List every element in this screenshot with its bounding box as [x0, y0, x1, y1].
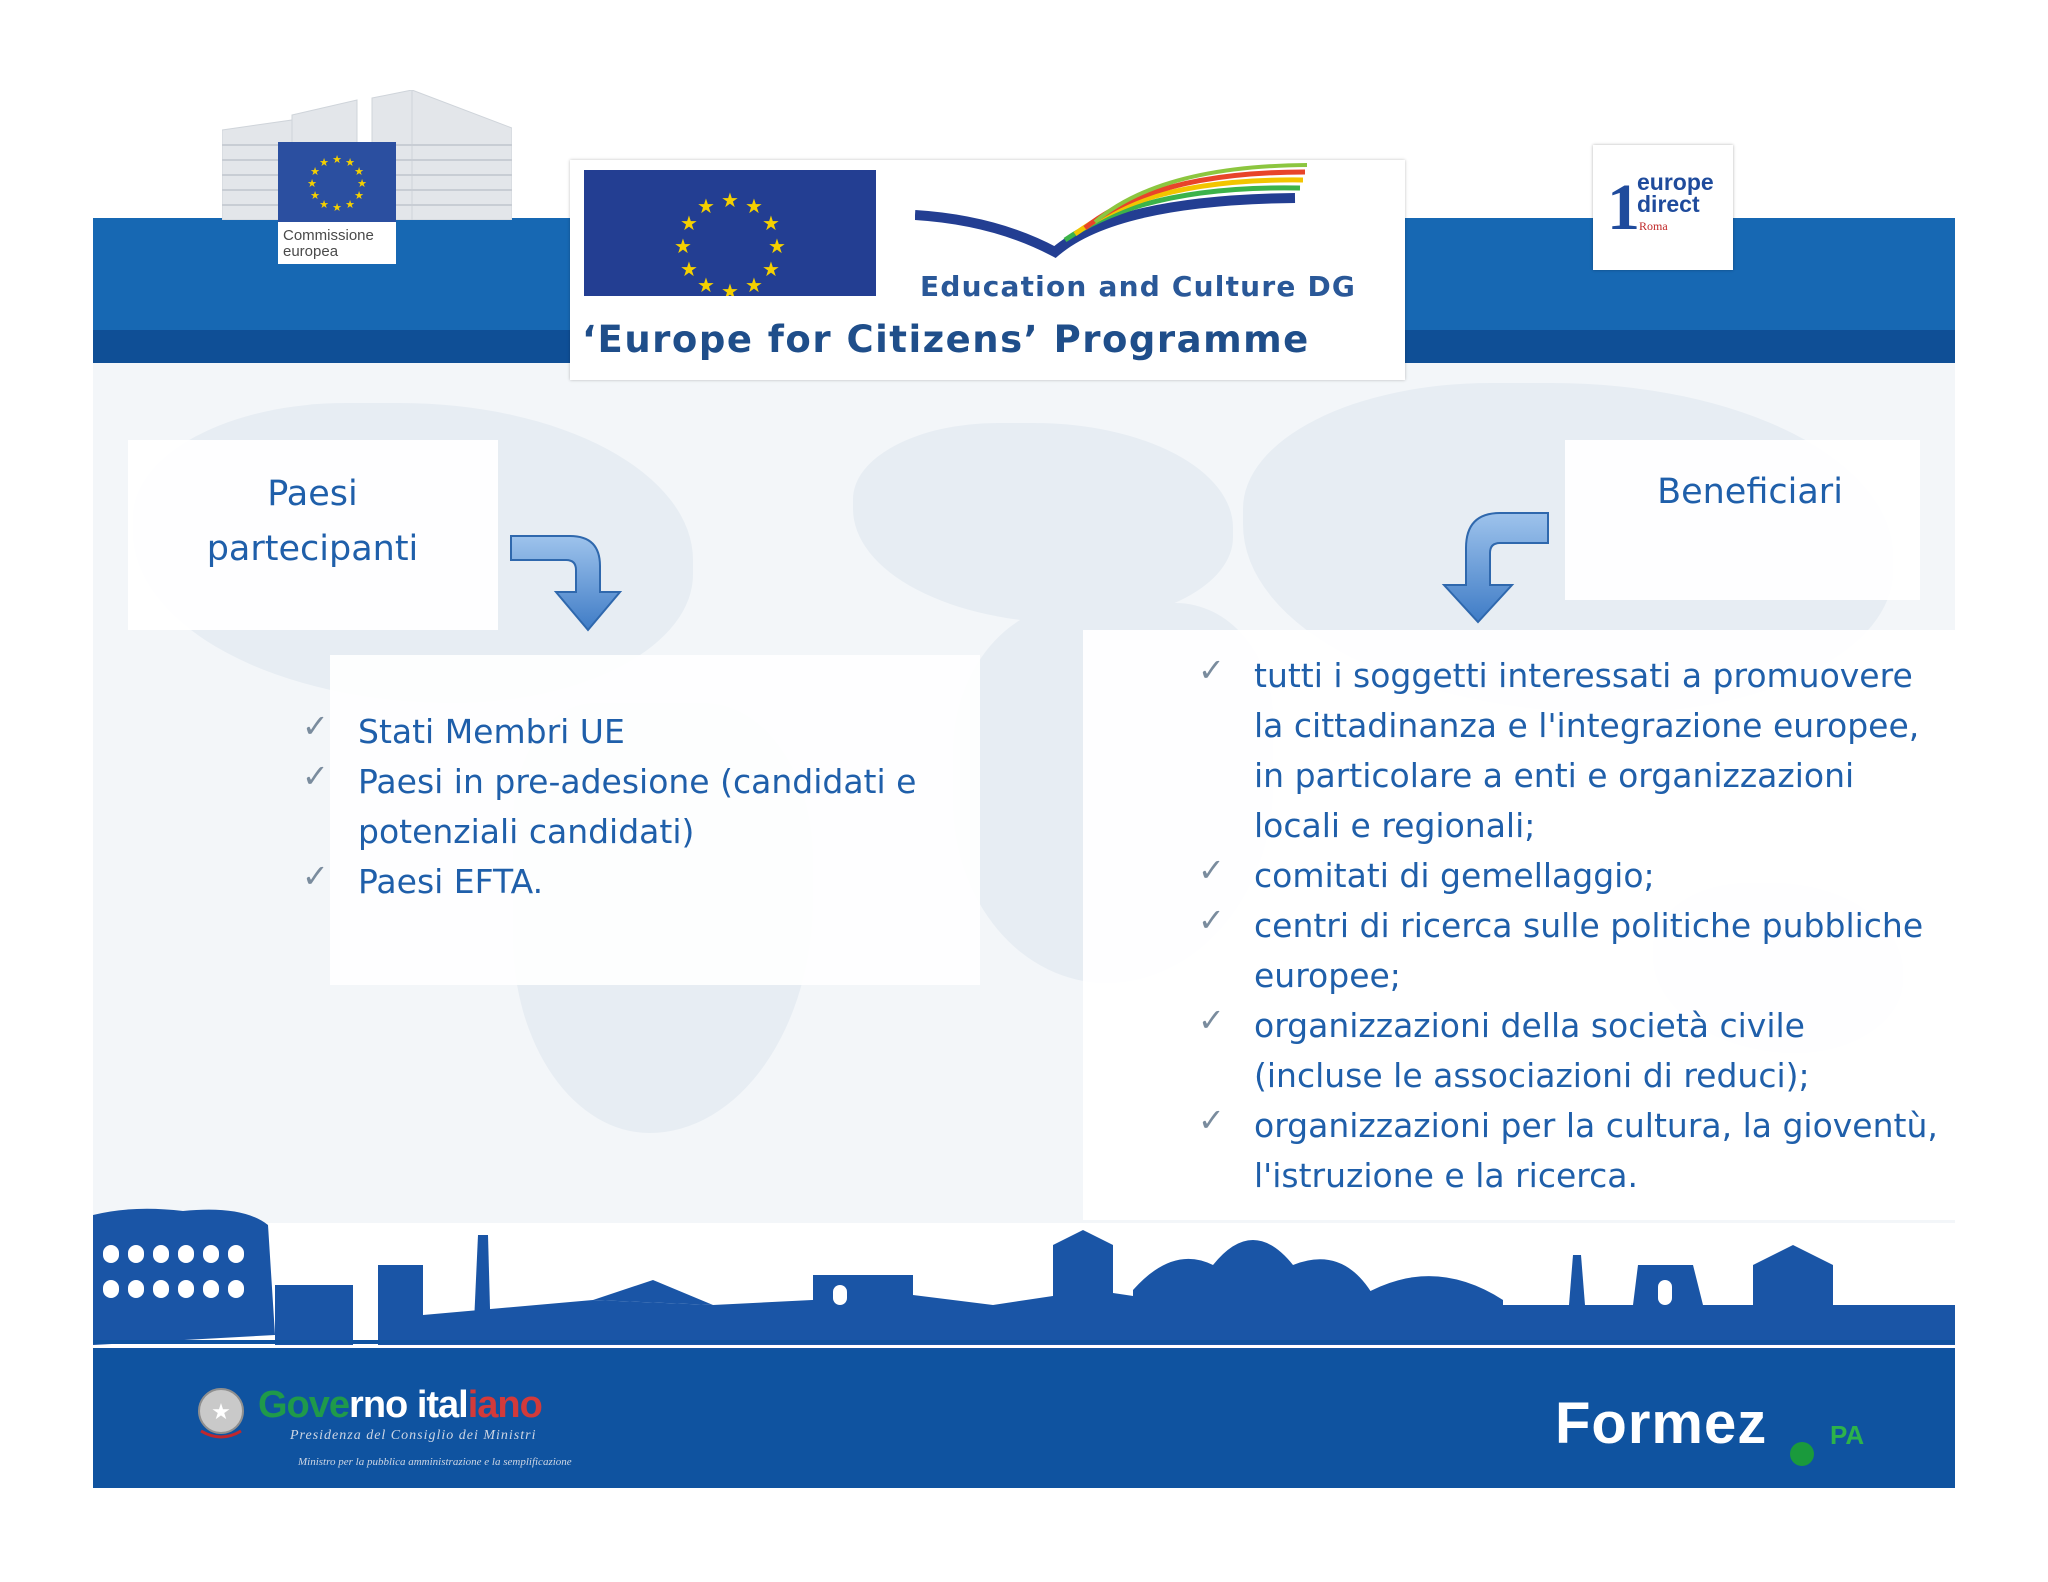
svg-text:★: ★: [319, 198, 329, 211]
right-heading-panel: [1565, 440, 1920, 600]
check-icon: ✓: [302, 857, 329, 895]
svg-text:★: ★: [680, 257, 698, 281]
rome-skyline-illustration: [93, 1205, 1955, 1345]
check-icon: ✓: [1198, 901, 1225, 939]
formez-pa-suffix: PA: [1830, 1420, 1865, 1450]
right-heading: Beneficiari: [1657, 472, 1843, 512]
list-item: ✓ tutti i soggetti interessati a promuovere la cittadinanza e l'integrazione europee, in particolare a enti e organizzazioni locali e regionali;: [1198, 651, 1938, 851]
svg-text:★: ★: [310, 165, 320, 178]
list-item: ✓ Stati Membri UE: [302, 707, 962, 757]
curved-arrow-icon: [1440, 510, 1560, 625]
svg-text:★: ★: [345, 156, 355, 169]
list-item: ✓ organizzazioni della società civile (incluse le associazioni di reduci);: [1198, 1001, 1938, 1101]
emblem-icon: [195, 1385, 247, 1441]
svg-text:★: ★: [745, 273, 763, 296]
eu-flag-icon: [278, 142, 396, 222]
check-icon: ✓: [302, 707, 329, 745]
svg-text:★: ★: [319, 156, 329, 169]
footer-divider: [93, 1340, 1955, 1344]
svg-text:★: ★: [768, 234, 786, 258]
eu-flag-icon: [584, 170, 876, 296]
europe-direct-mark-icon: 1: [1607, 171, 1640, 244]
programme-title: ‘Europe for Citizens’ Programme: [582, 318, 1310, 361]
svg-text:★: ★: [762, 211, 780, 235]
list-item: ✓ organizzazioni per la cultura, la gioventù, l'istruzione e la ricerca.: [1198, 1101, 1938, 1201]
commission-label: Commissione europea: [283, 227, 374, 260]
list-item: ✓ Paesi EFTA.: [302, 857, 962, 907]
svg-text:★: ★: [762, 257, 780, 281]
list-item: ✓ centri di ricerca sulle politiche pubbliche europee;: [1198, 901, 1938, 1001]
svg-text:★: ★: [745, 194, 763, 218]
check-icon: ✓: [1198, 1001, 1225, 1039]
commissione-europea-logo: [222, 90, 512, 265]
europe-direct-line1: europe: [1637, 169, 1714, 195]
svg-text:★: ★: [680, 211, 698, 235]
commission-label-box: [278, 222, 396, 264]
svg-text:★: ★: [354, 189, 364, 202]
right-list: [1198, 651, 1938, 1201]
svg-text:★: ★: [357, 177, 367, 190]
svg-text:★: ★: [332, 201, 342, 214]
svg-text:★: ★: [211, 1400, 231, 1425]
governo-italiano-title: Governo italiano: [258, 1384, 542, 1426]
dg-label: Education and Culture DG: [920, 270, 1357, 303]
svg-text:★: ★: [345, 198, 355, 211]
svg-text:★: ★: [697, 273, 715, 296]
svg-text:★: ★: [354, 165, 364, 178]
svg-text:★: ★: [721, 188, 739, 212]
check-icon: ✓: [1198, 851, 1225, 889]
curved-arrow-icon: [508, 532, 633, 632]
svg-text:★: ★: [310, 189, 320, 202]
check-icon: ✓: [1198, 1101, 1225, 1139]
left-heading: Paesi partecipanti: [206, 474, 419, 569]
svg-text:★: ★: [307, 177, 317, 190]
formez-dot-icon: [1790, 1442, 1814, 1466]
europe-direct-city: Roma: [1639, 219, 1668, 233]
check-icon: ✓: [302, 757, 329, 795]
governo-subtitle-1: Presidenza del Consiglio dei Ministri: [290, 1428, 537, 1443]
europe-direct-line2: direct: [1637, 191, 1700, 217]
svg-text:★: ★: [721, 279, 739, 296]
swoosh-icon: [915, 160, 1315, 260]
check-icon: ✓: [1198, 651, 1225, 689]
list-item: ✓ comitati di gemellaggio;: [1198, 851, 1938, 901]
left-list: [302, 707, 962, 907]
svg-text:★: ★: [332, 153, 342, 166]
europe-direct-logo: [1593, 145, 1733, 270]
formez-logo-text: Formez: [1555, 1391, 1768, 1456]
governo-subtitle-2: Ministro per la pubblica amministrazione e la semplificazione: [298, 1456, 572, 1468]
svg-text:★: ★: [674, 234, 692, 258]
list-item: ✓ Paesi in pre-adesione (candidati e potenziali candidati): [302, 757, 962, 857]
programme-banner: [570, 160, 1405, 380]
svg-text:★: ★: [697, 194, 715, 218]
